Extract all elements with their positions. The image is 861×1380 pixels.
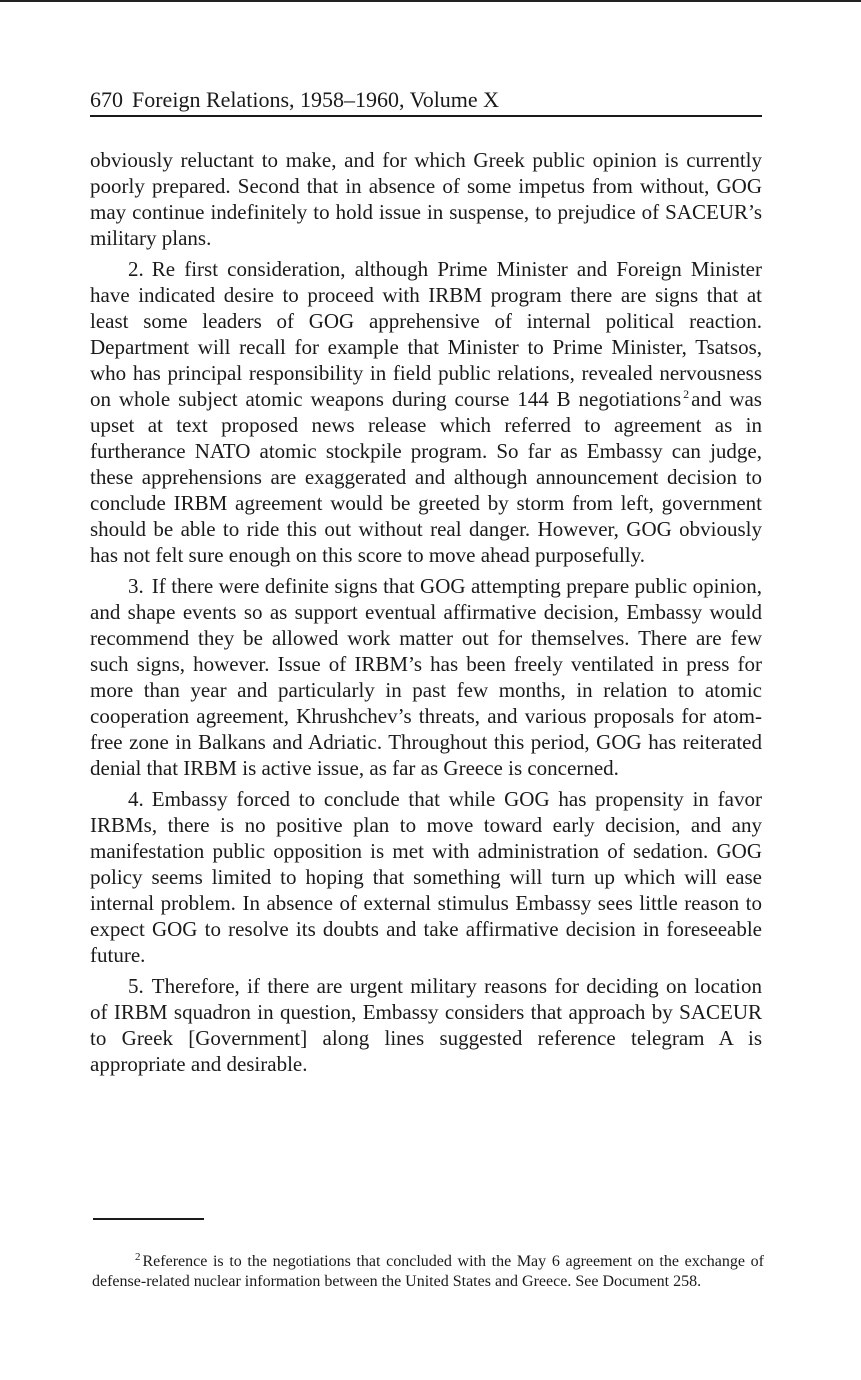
paragraph-2 — [90, 256, 762, 568]
paragraph-3 — [90, 573, 762, 781]
body-text — [90, 147, 762, 1082]
volume-title: Foreign Relations, 1958–1960, Volume X — [132, 87, 500, 112]
paragraph-text: Therefore, if there are urgent military reasons for deciding on location of IRBM squadron in question, Embassy considers that approach by SACEUR to Greek [Government] along lines suggested reference telegram A is appropriate and desirable. — [90, 974, 762, 1076]
paragraph-text: Re first consideration, although Prime Minister and Foreign Minister have indicated desire to proceed with IRBM program there are signs that at least some leaders of GOG apprehensive of internal political reaction. Department will recall for example that Minister to Prime Minister, Tsatsos, who has principal responsibility in field public relations, revealed nervousness on whole subject atomic weapons during course 144 B negotiations — [90, 257, 762, 411]
paragraph-number: 2. — [128, 257, 144, 281]
footnote — [92, 1252, 764, 1292]
footnote-number: 2 — [135, 1251, 141, 1263]
paragraph-number: 5. — [128, 974, 144, 998]
paragraph-continuation: obviously reluctant to make, and for which Greek public opinion is currently poorly prepared. Second that in absence of some impetus from without, GOG may continue indefinitely to hold issue in suspense, to prejudice of SACEUR’s military plans. — [90, 148, 762, 250]
paragraph-5 — [90, 973, 762, 1077]
top-border-rule — [0, 0, 861, 2]
running-header — [90, 86, 762, 117]
footnote-text: Reference is to the negotiations that concluded with the May 6 agreement on the exchange of defense-related nuclear information between the United States and Greece. See Document 258. — [92, 1253, 764, 1290]
paragraph-number: 3. — [128, 574, 144, 598]
paragraph-text: and was upset at text proposed news release which referred to agreement as in furtherance NATO atomic stockpile program. So far as Embassy can judge, these apprehensions are exaggerated and although announcement decision to conclude IRBM agreement would be greeted by storm from left, government should be able to ride this out without real danger. However, GOG obviously has not felt sure enough on this score to move ahead purposefully. — [90, 387, 762, 567]
paragraph-text: Embassy forced to conclude that while GOG has propensity in favor IRBMs, there is no positive plan to move toward early decision, and any manifestation public opposition is met with administration of sedation. GOG policy seems limited to hoping that something will turn up which will ease internal problem. In absence of external stimulus Embassy sees little reason to expect GOG to resolve its doubts and take affirmative decision in foreseeable future. — [90, 787, 762, 967]
page-number: 670 — [90, 87, 123, 112]
paragraph-text: If there were definite signs that GOG attempting prepare public opinion, and shape events so as support eventual affirmative decision, Embassy would recommend they be allowed work matter out for themselves. There are few such signs, however. Issue of IRBM’s has been freely ventilated in press for more than year and particularly in past few months, in relation to atomic cooperation agreement, Khrushchev’s threats, and various proposals for atom-free zone in Balkans and Adriatic. Throughout this period, GOG has reiterated denial that IRBM is active issue, as far as Greece is concerned. — [90, 574, 762, 780]
footnote-separator — [93, 1218, 204, 1220]
paragraph-number: 4. — [128, 787, 144, 811]
footnote-reference: 2 — [683, 387, 690, 401]
paragraph-4 — [90, 786, 762, 968]
